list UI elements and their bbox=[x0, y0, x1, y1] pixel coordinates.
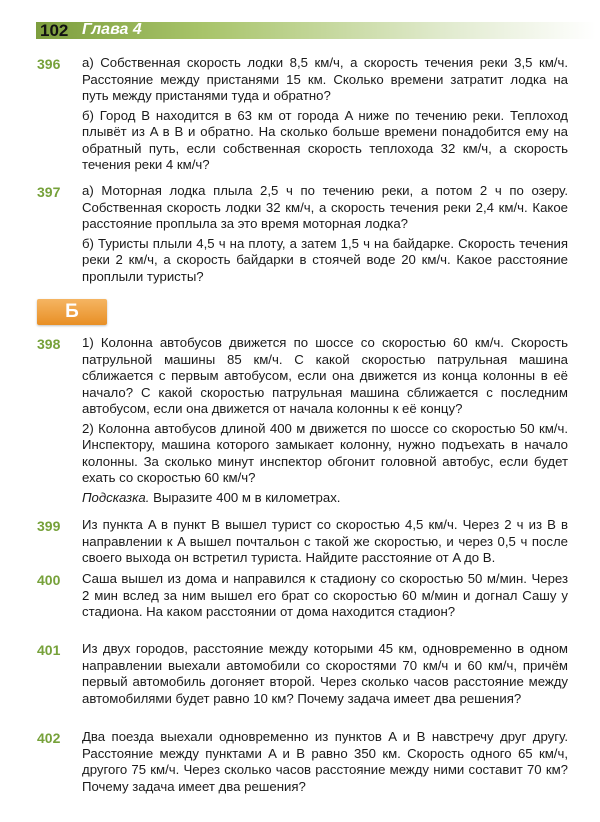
section-b bbox=[0, 295, 600, 331]
problem-text: Из двух городов, расстояние между которыми 45 км, одновременно в одном направлении выехали автомобили со скоростями 70 км/ч и 60 км/ч, причём первый автомобиль догоняет второй. Через сколько часов расстояние между автомобилями будет равно 10 км? Почему задача имеет два решения? bbox=[82, 641, 568, 706]
problem-401 bbox=[0, 641, 600, 729]
problem-text: Из пункта A в пункт B вышел турист со скоростью 4,5 км/ч. Через 2 ч из B в направлении к A вышел почтальон с такой же скоростью, и через 0,5 ч после своего выхода он встретил туриста. Найдите расстояние от A до B. bbox=[82, 517, 568, 565]
problem-399 bbox=[0, 517, 600, 571]
problem-396 bbox=[0, 55, 600, 183]
problem-number: 400 bbox=[37, 572, 61, 588]
problem-397 bbox=[0, 183, 600, 285]
chapter-title: Глава 4 bbox=[82, 21, 142, 38]
problem-number: 402 bbox=[37, 730, 61, 746]
page-number: 102 bbox=[40, 21, 69, 40]
problem-part-a: а) Моторная лодка плыла 2,5 ч по течению реки, а потом 2 ч по озеру. Собственная скорость лодки 32 км/ч, а скорость течения реки 2,4 км/ч. Какое расстояние проплыла за это время моторная лодка? bbox=[82, 183, 568, 231]
problem-part-1: 1) Колонна автобусов движется по шоссе со скоростью 60 км/ч. Скорость патрульной машины 85 км/ч. С какой скоростью патрульная машина сближается с первым автобусом, если она движется из конца колонны в её начало? С какой скоростью патрульная машина сближается с последним автобусом, если она движется от начала колонны к её концу? bbox=[82, 335, 568, 416]
problem-number: 398 bbox=[37, 336, 61, 352]
problem-402 bbox=[0, 729, 600, 799]
problem-number: 399 bbox=[37, 518, 61, 534]
page-header bbox=[0, 0, 600, 42]
problem-part-2: 2) Колонна автобусов длиной 400 м движется по шоссе со скоростью 50 км/ч. Инспектору, машина которого замыкает колонну, нужно подъехать в начало колонны. За сколько минут инспектор обгонит головной автобус, если будет ехать со скоростью 60 км/ч? bbox=[82, 420, 568, 485]
hint-label: Подсказка. bbox=[82, 489, 150, 505]
problem-398 bbox=[0, 335, 600, 517]
problem-number: 401 bbox=[37, 642, 61, 658]
page-content bbox=[0, 55, 600, 799]
problem-number: 397 bbox=[37, 184, 61, 200]
problem-number: 396 bbox=[37, 56, 61, 72]
problem-400 bbox=[0, 571, 600, 641]
problem-text: Два поезда выехали одновременно из пунктов A и B навстречу друг другу. Расстояние между пунктами A и B равно 350 км. Скорость одного 65 км/ч, другого 75 км/ч. Через сколько часов расстояние между ними составит 70 км? Почему задача имеет два решения? bbox=[82, 729, 568, 794]
section-badge: Б bbox=[37, 299, 107, 325]
problem-part-b: б) Город B находится в 63 км от города A ниже по течению реки. Теплоход плывёт из A в B и обратно. На сколько больше времени понадобится ему на обратный путь, если собственная скорость теплохода 32 км/ч, а скорость течения реки 4 км/ч? bbox=[82, 107, 568, 172]
problem-part-a: а) Собственная скорость лодки 8,5 км/ч, а скорость течения реки 3,5 км/ч. Расстояние между пристанями 15 км. Сколько времени затратит лодка на путь между пристанями туда и обратно? bbox=[82, 55, 568, 103]
problem-text: Саша вышел из дома и направился к стадиону со скоростью 50 м/мин. Через 2 мин вслед за ним вышел его брат со скоростью 60 м/мин и догнал Сашу у стадиона. На каком расстоянии от дома находится стадион? bbox=[82, 571, 568, 619]
problem-hint bbox=[82, 490, 568, 507]
problem-part-b: б) Туристы плыли 4,5 ч на плоту, а затем 1,5 ч на байдарке. Скорость течения реки 2 км/ч, а скорость байдарки в стоячей воде 20 км/ч. Какое расстояние проплыли туристы? bbox=[82, 235, 568, 284]
hint-text: Выразите 400 м в километрах. bbox=[149, 489, 341, 505]
